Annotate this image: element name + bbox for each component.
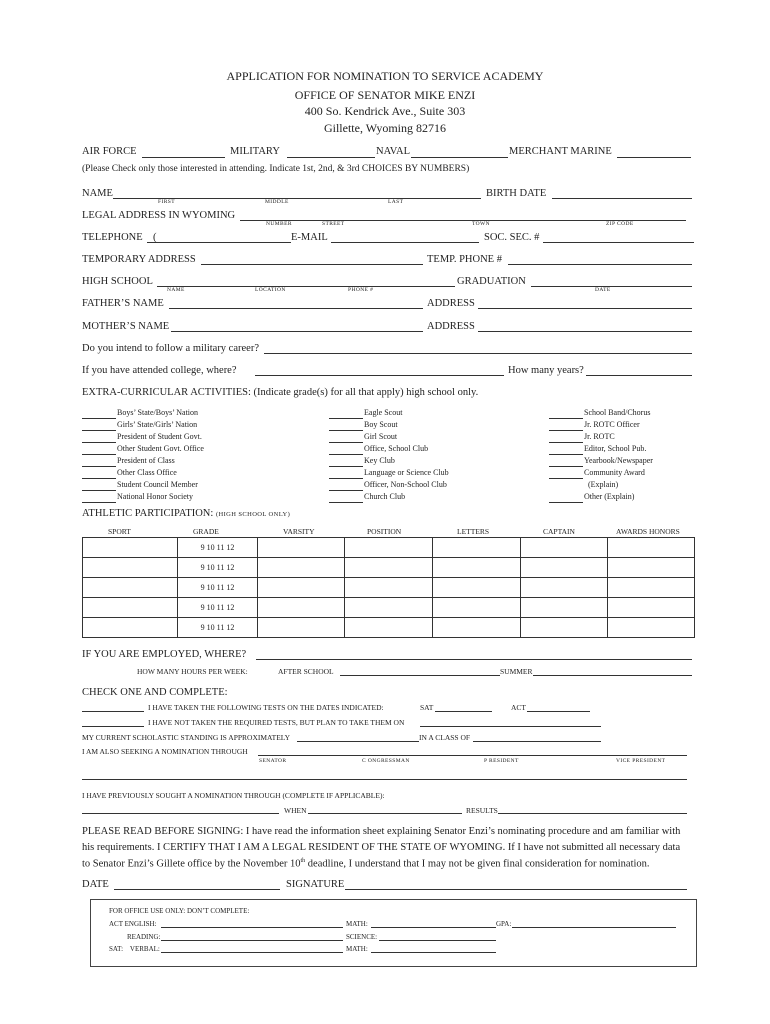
after-school-field[interactable] — [340, 675, 500, 676]
address-town-caption: TOWN — [472, 221, 490, 227]
sat-label: SAT — [420, 703, 434, 712]
col-header-letters: LETTERS — [457, 527, 490, 536]
ec-blank[interactable] — [549, 418, 583, 419]
extracurricular-title: EXTRA-CURRICULAR ACTIVITIES: (Indicate grade(s) for all that apply) high school only. — [82, 387, 479, 398]
act-math-field — [371, 927, 496, 928]
hs-phone-caption: PHONE # — [348, 287, 374, 293]
ec-item: School Band/Chorus — [584, 408, 651, 417]
varsity-cell[interactable] — [258, 618, 345, 638]
form-title: APPLICATION FOR NOMINATION TO SERVICE ACADEMY — [226, 69, 544, 83]
hs-name-caption: NAME — [167, 287, 185, 293]
ec-item-explain: (Explain) — [588, 480, 619, 489]
letters-cell[interactable] — [433, 538, 521, 558]
act-date-field[interactable] — [527, 711, 590, 712]
table-row — [83, 578, 695, 598]
summer-field[interactable] — [533, 675, 692, 676]
ec-blank[interactable] — [82, 490, 116, 491]
name-first-caption: FIRST — [158, 199, 175, 205]
high-school-field[interactable] — [157, 286, 455, 287]
ec-item: Boy Scout — [364, 420, 398, 429]
athletic-title-note: (HIGH SCHOOL ONLY) — [215, 511, 291, 518]
ec-item: Other Class Office — [117, 468, 177, 477]
air-force-field[interactable] — [142, 157, 225, 158]
results-label: RESULTS — [466, 806, 498, 815]
table-row — [83, 558, 695, 578]
col-header-varsity: VARSITY — [283, 527, 315, 536]
science-label: SCIENCE: — [346, 933, 378, 941]
ssn-field[interactable] — [543, 242, 694, 243]
col-header-awards: AWARDS HONORS — [616, 527, 680, 536]
military-field[interactable] — [287, 157, 375, 158]
class-of-label: IN A CLASS OF — [419, 733, 471, 742]
hs-location-caption: LOCATION — [255, 287, 286, 293]
mother-name-field[interactable] — [171, 331, 423, 332]
table-row — [83, 598, 695, 618]
captain-cell[interactable] — [521, 598, 608, 618]
ec-item: Eagle Scout — [364, 408, 403, 417]
sport-cell[interactable] — [83, 598, 178, 618]
mother-address-field[interactable] — [478, 331, 692, 332]
grade-options: 9 10 11 12 — [200, 543, 235, 552]
father-name-label: FATHER’S NAME — [82, 298, 164, 309]
ssn-label: SOC. SEC. # — [484, 232, 540, 243]
captain-cell[interactable] — [521, 578, 608, 598]
awards-cell[interactable] — [608, 578, 695, 598]
name-last-caption: LAST — [388, 199, 404, 205]
military-label: MILITARY — [230, 146, 280, 157]
ec-blank[interactable] — [82, 418, 116, 419]
academy-instruction: (Please Check only those interested in attending. Indicate 1st, 2nd, & 3rd CHOICES BY NUMBERS) — [82, 164, 470, 174]
act-english-field — [161, 927, 343, 928]
merchant-marine-label: MERCHANT MARINE — [509, 146, 612, 157]
tests-not-taken-label: I HAVE NOT TAKEN THE REQUIRED TESTS, BUT PLAN TO TAKE THEM ON — [148, 718, 405, 727]
planned-test-date-field[interactable] — [420, 726, 601, 727]
varsity-cell[interactable] — [258, 558, 345, 578]
ec-item: President of Class — [117, 456, 175, 465]
college-field[interactable] — [255, 375, 504, 376]
date-field[interactable] — [114, 889, 280, 890]
ec-blank[interactable] — [329, 490, 363, 491]
letters-cell[interactable] — [433, 598, 521, 618]
varsity-cell[interactable] — [258, 598, 345, 618]
captain-cell[interactable] — [521, 618, 608, 638]
office-city: Gillette, Wyoming 82716 — [323, 121, 447, 135]
also-seeking-field[interactable] — [258, 755, 687, 756]
certification-line3b: deadline, I understand that I may not be given final consideration for nomination. — [305, 858, 650, 870]
certification-line1: PLEASE READ BEFORE SIGNING: I have read the information sheet explaining Senator Enzi’s nominating procedure and am familiar with — [82, 826, 681, 837]
graduation-date-caption: DATE — [595, 287, 611, 293]
mother-address-label: ADDRESS — [427, 321, 475, 332]
father-address-label: ADDRESS — [427, 298, 475, 309]
results-field[interactable] — [498, 813, 687, 814]
grade-cell[interactable] — [178, 598, 258, 618]
ec-blank[interactable] — [549, 502, 583, 503]
ec-item: Key Club — [364, 456, 395, 465]
letters-cell[interactable] — [433, 578, 521, 598]
ec-item: Officer, Non-School Club — [364, 480, 447, 489]
address-number-caption: NUMBER — [266, 221, 292, 227]
certification-line2: his requirements. I CERTIFY THAT I AM A LEGAL RESIDENT OF THE STATE OF WYOMING. If I have not submitted all necessary data — [82, 842, 681, 853]
also-seeking-field-line2[interactable] — [82, 779, 687, 780]
address-zip-caption: ZIP CODE — [606, 221, 634, 227]
office-name: OFFICE OF SENATOR MIKE ENZI — [294, 88, 476, 102]
telephone-field[interactable] — [147, 242, 291, 243]
ec-item: Office, School Club — [364, 444, 429, 453]
date-label: DATE — [82, 879, 109, 890]
telephone-paren: ( — [153, 232, 157, 243]
congressman-caption: C ONGRESSMAN — [362, 758, 410, 764]
class-size-field[interactable] — [473, 741, 601, 742]
ec-blank[interactable] — [549, 478, 583, 479]
position-cell[interactable] — [345, 578, 433, 598]
tests-not-taken-check[interactable] — [82, 726, 144, 727]
father-name-field[interactable] — [169, 308, 423, 309]
awards-cell[interactable] — [608, 538, 695, 558]
act-math-label: MATH: — [346, 920, 368, 928]
ec-blank[interactable] — [82, 454, 116, 455]
sport-cell[interactable] — [83, 538, 178, 558]
col-header-sport: SPORT — [108, 527, 131, 536]
when-field[interactable] — [308, 813, 462, 814]
act-label: ACT — [511, 703, 526, 712]
gpa-field — [512, 927, 676, 928]
position-cell[interactable] — [345, 598, 433, 618]
grade-options: 9 10 11 12 — [200, 583, 235, 592]
ec-item: Other Student Govt. Office — [117, 444, 204, 453]
legal-address-label: LEGAL ADDRESS IN WYOMING — [82, 210, 236, 221]
col-header-captain: CAPTAIN — [543, 527, 575, 536]
after-school-label: AFTER SCHOOL — [278, 667, 334, 676]
ec-item: Language or Science Club — [364, 468, 449, 477]
name-label: NAME — [82, 188, 113, 199]
sat-math-label: MATH: — [346, 945, 368, 953]
awards-cell[interactable] — [608, 598, 695, 618]
position-cell[interactable] — [345, 538, 433, 558]
ec-item: Community Award — [584, 468, 645, 477]
sat-date-field[interactable] — [435, 711, 492, 712]
ec-item: Church Club — [364, 492, 406, 501]
ec-blank[interactable] — [549, 466, 583, 467]
ec-blank[interactable] — [329, 466, 363, 467]
temp-address-field[interactable] — [201, 264, 423, 265]
grade-cell[interactable] — [178, 578, 258, 598]
ec-item: National Honor Society — [117, 492, 193, 501]
employment-field[interactable] — [256, 659, 692, 660]
awards-cell[interactable] — [608, 618, 695, 638]
ec-blank[interactable] — [329, 418, 363, 419]
sport-cell[interactable] — [83, 558, 178, 578]
ec-blank[interactable] — [329, 478, 363, 479]
birth-date-field[interactable] — [552, 198, 692, 199]
athletic-table — [82, 537, 695, 638]
ec-item: Student Council Member — [117, 480, 198, 489]
college-years-label: How many years? — [508, 365, 584, 376]
office-use-title: FOR OFFICE USE ONLY: DON’T COMPLETE: — [109, 907, 250, 915]
name-middle-caption: MIDDLE — [265, 199, 289, 205]
letters-cell[interactable] — [433, 558, 521, 578]
ec-item: Girls’ State/Girls’ Nation — [117, 420, 198, 429]
grade-options: 9 10 11 12 — [200, 623, 235, 632]
high-school-label: HIGH SCHOOL — [82, 276, 153, 287]
previously-sought-label: I HAVE PREVIOUSLY SOUGHT A NOMINATION THROUGH (COMPLETE IF APPLICABLE): — [82, 791, 385, 800]
air-force-label: AIR FORCE — [82, 146, 137, 157]
ec-blank[interactable] — [329, 430, 363, 431]
ec-blank[interactable] — [549, 442, 583, 443]
mother-name-label: MOTHER’S NAME — [82, 321, 170, 332]
standing-label: MY CURRENT SCHOLASTIC STANDING IS APPROXIMATELY — [82, 733, 291, 742]
military-career-field[interactable] — [264, 353, 692, 354]
ec-blank[interactable] — [329, 502, 363, 503]
ec-blank[interactable] — [82, 430, 116, 431]
father-address-field[interactable] — [478, 308, 692, 309]
sat-verbal-label: SAT: VERBAL: — [109, 945, 160, 953]
ec-blank[interactable] — [82, 502, 116, 503]
ec-item: Jr. ROTC Officer — [584, 420, 640, 429]
col-header-grade: GRADE — [193, 527, 219, 536]
when-label: WHEN — [284, 806, 307, 815]
college-question: If you have attended college, where? — [82, 365, 237, 376]
ec-blank[interactable] — [549, 430, 583, 431]
college-years-field[interactable] — [586, 375, 692, 376]
varsity-cell[interactable] — [258, 538, 345, 558]
position-cell[interactable] — [345, 558, 433, 578]
signature-field[interactable] — [345, 889, 687, 890]
ec-item: Other (Explain) — [584, 492, 635, 501]
certification-sup: th — [300, 858, 306, 864]
awards-cell[interactable] — [608, 558, 695, 578]
temp-phone-field[interactable] — [508, 264, 692, 265]
sat-math-field — [371, 952, 496, 953]
ec-item: Girl Scout — [364, 432, 398, 441]
grade-options: 9 10 11 12 — [200, 563, 235, 572]
sport-cell[interactable] — [83, 578, 178, 598]
certification-line3 — [82, 858, 650, 870]
letters-cell[interactable] — [433, 618, 521, 638]
ec-blank[interactable] — [82, 478, 116, 479]
ec-blank[interactable] — [549, 454, 583, 455]
grade-cell[interactable] — [178, 538, 258, 558]
office-address: 400 So. Kendrick Ave., Suite 303 — [304, 104, 466, 118]
certification-line3a: to Senator Enzi’s Gillete office by the November 10 — [82, 858, 301, 870]
grade-cell[interactable] — [178, 558, 258, 578]
position-cell[interactable] — [345, 618, 433, 638]
previously-sought-field[interactable] — [82, 813, 279, 814]
reading-label: READING: — [127, 933, 161, 941]
birth-date-label: BIRTH DATE — [486, 188, 547, 199]
naval-field[interactable] — [411, 157, 508, 158]
col-header-position: POSITION — [367, 527, 402, 536]
ec-item: Boys’ State/Boys’ Nation — [117, 408, 199, 417]
president-caption: P RESIDENT — [484, 758, 519, 764]
science-field — [379, 940, 496, 941]
ec-blank[interactable] — [329, 454, 363, 455]
graduation-field[interactable] — [531, 286, 692, 287]
email-field[interactable] — [331, 242, 479, 243]
grade-options: 9 10 11 12 — [200, 603, 235, 612]
ec-item: Jr. ROTC — [584, 432, 615, 441]
ec-blank[interactable] — [82, 466, 116, 467]
email-label: E-MAIL — [291, 232, 328, 243]
senator-caption: SENATOR — [259, 758, 287, 764]
also-seeking-label: I AM ALSO SEEKING A NOMINATION THROUGH — [82, 747, 248, 756]
sat-verbal-field — [161, 952, 343, 953]
military-career-question: Do you intend to follow a military career? — [82, 343, 259, 354]
ec-item: Editor, School Pub. — [584, 444, 647, 453]
temp-address-label: TEMPORARY ADDRESS — [82, 254, 196, 265]
tests-taken-check[interactable] — [82, 711, 144, 712]
table-row — [83, 618, 695, 638]
sport-cell[interactable] — [83, 618, 178, 638]
grade-cell[interactable] — [178, 618, 258, 638]
gpa-label: GPA: — [496, 920, 512, 928]
vice-president-caption: VICE PRESIDENT — [616, 758, 666, 764]
captain-cell[interactable] — [521, 558, 608, 578]
signature-label: SIGNATURE — [286, 879, 345, 890]
ec-item: Yearbook/Newspaper — [584, 456, 653, 465]
employment-question: IF YOU ARE EMPLOYED, WHERE? — [82, 649, 247, 660]
hours-label: HOW MANY HOURS PER WEEK: — [137, 667, 248, 676]
reading-field — [161, 940, 343, 941]
tests-title: CHECK ONE AND COMPLETE: — [82, 687, 228, 698]
standing-field[interactable] — [297, 741, 419, 742]
telephone-label: TELEPHONE — [82, 232, 143, 243]
ec-blank[interactable] — [82, 442, 116, 443]
ec-blank[interactable] — [329, 442, 363, 443]
merchant-marine-field[interactable] — [617, 157, 691, 158]
summer-label: SUMMER — [500, 667, 533, 676]
athletic-title — [82, 508, 290, 519]
temp-phone-label: TEMP. PHONE # — [427, 254, 502, 265]
naval-label: NAVAL — [376, 146, 411, 157]
act-english-label: ACT ENGLISH: — [109, 920, 157, 928]
tests-taken-label: I HAVE TAKEN THE FOLLOWING TESTS ON THE DATES INDICATED: — [148, 703, 384, 712]
graduation-label: GRADUATION — [457, 276, 526, 287]
athletic-title-text: ATHLETIC PARTICIPATION: — [82, 508, 214, 519]
varsity-cell[interactable] — [258, 578, 345, 598]
captain-cell[interactable] — [521, 538, 608, 558]
address-street-caption: STREET — [322, 221, 345, 227]
ec-item: President of Student Govt. — [117, 432, 202, 441]
table-row — [83, 538, 695, 558]
